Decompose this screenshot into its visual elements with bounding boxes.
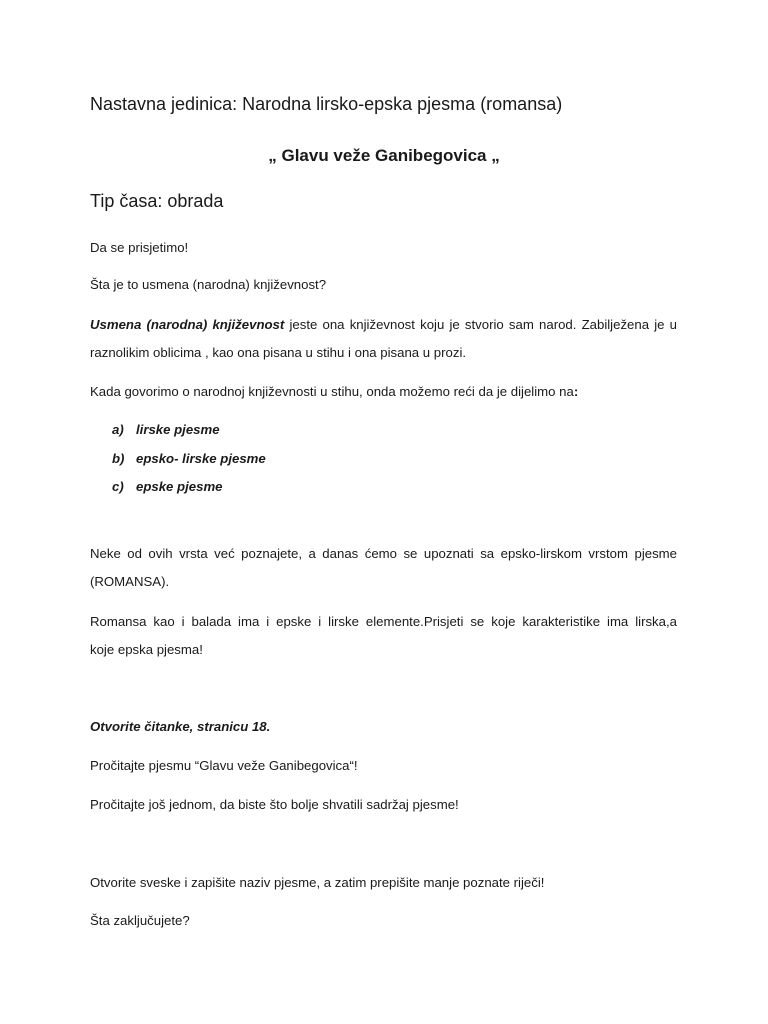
intro-para-line-2: (ROMANSA). <box>90 574 170 589</box>
list-text: lirske pjesme <box>136 422 220 437</box>
question-oral-literature: Šta je to usmena (narodna) književnost? <box>90 277 327 292</box>
list-text: epske pjesme <box>136 479 223 494</box>
romance-para-line-2: koje epska pjesma! <box>90 642 203 657</box>
list-marker: a) <box>112 422 124 437</box>
division-intro-text: Kada govorimo o narodnoj književnosti u stihu, onda možemo reći da je dijelimo na <box>90 384 574 399</box>
list-item <box>112 479 223 494</box>
definition-rest: jeste ona književnost koju je stvorio sam narod. Zabilježena je u <box>284 317 677 332</box>
conclusion-question: Šta zaključujete? <box>90 913 190 928</box>
division-intro <box>90 384 578 399</box>
list-marker: c) <box>112 479 124 494</box>
lesson-unit-line: Nastavna jedinica: Narodna lirsko-epska pjesma (romansa) <box>90 94 563 114</box>
definition-line-1 <box>90 317 677 332</box>
definition-term: Usmena (narodna) književnost <box>90 317 285 332</box>
list-item <box>112 451 266 466</box>
definition-line-2: raznolikim oblicima , kao ona pisana u stihu i ona pisana u prozi. <box>90 345 467 360</box>
read-poem-instruction: Pročitajte pjesmu “Glavu veže Ganibegovica“! <box>90 758 358 773</box>
notebooks-instruction: Otvorite sveske i zapišite naziv pjesme, a zatim prepišite manje poznate riječi! <box>90 875 545 890</box>
romance-para-line-1: Romansa kao i balada ima i epske i lirske elemente.Prisjeti se koje karakteristike ima lirska,a <box>90 614 677 629</box>
division-intro-colon: : <box>573 384 579 399</box>
list-item <box>112 422 220 437</box>
list-marker: b) <box>112 451 125 466</box>
read-again-instruction: Pročitajte još jednom, da biste što bolje shvatili sadržaj pjesme! <box>90 797 459 812</box>
poem-title: „ Glavu veže Ganibegovica „ <box>268 146 500 165</box>
lesson-type-line: Tip časa: obrada <box>90 191 224 211</box>
recall-line: Da se prisjetimo! <box>90 240 189 255</box>
intro-para-line-1: Neke od ovih vrsta već poznajete, a danas ćemo se upoznati sa epsko-lirskom vrstom pjesme <box>90 546 677 561</box>
list-text: epsko- lirske pjesme <box>136 451 266 466</box>
open-reader-instruction: Otvorite čitanke, stranicu 18. <box>90 719 271 734</box>
